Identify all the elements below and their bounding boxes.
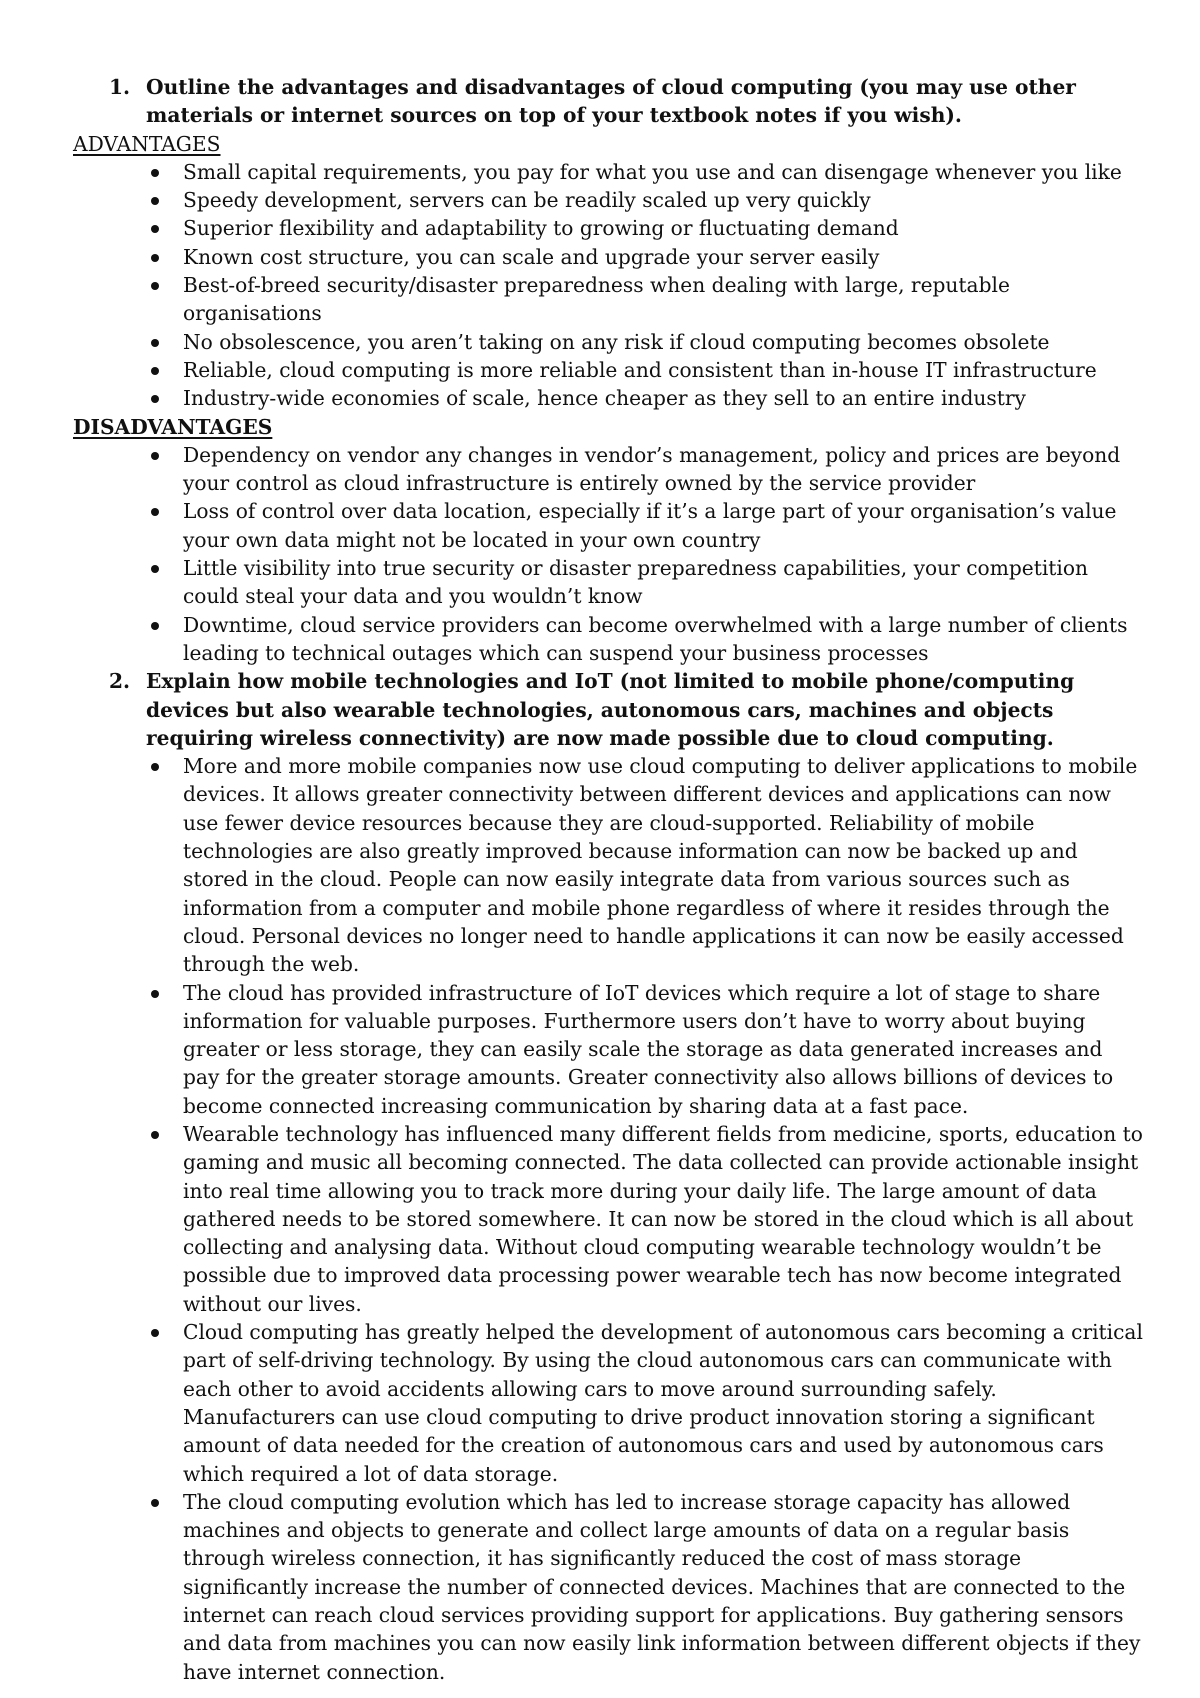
bullet-icon — [151, 565, 159, 573]
bullet-icon — [151, 254, 159, 262]
bullet-icon — [151, 169, 159, 177]
question-number: 2. — [109, 669, 131, 694]
list-item — [73, 979, 1143, 1120]
list-item — [73, 752, 1143, 978]
list-item — [73, 158, 1143, 186]
list-item-text: Superior flexibility and adaptability to growing or fluctuating demand — [183, 216, 899, 241]
list-item — [73, 384, 1143, 412]
section-heading-disadvantages: DISADVANTAGES — [73, 414, 273, 439]
section-heading-advantages: ADVANTAGES — [73, 131, 221, 156]
bullet-icon — [151, 1131, 159, 1139]
bullet-icon — [151, 763, 159, 771]
list-item — [73, 1488, 1143, 1686]
list-item-text: The cloud has provided infrastructure of IoT devices which require a lot of stage to share information for valuable purposes. Furthermore users don’t have to worry about buying greater or less storage, they can easily scale the storage as data generated increases and pay for the greater storage amounts. Greater connectivity also allows billions of devices to become connected increasing communication by sharing data at a fast pace. — [183, 980, 1114, 1118]
list-item — [73, 441, 1143, 498]
list-item — [73, 186, 1143, 214]
list-item — [73, 497, 1143, 554]
list-item-text: Dependency on vendor any changes in vendor’s management, policy and prices are beyond your control as cloud infrastructure is entirely owned by the service provider — [183, 442, 1121, 496]
question-text: Explain how mobile technologies and IoT (not limited to mobile phone/computing devices but also wearable technologies, autonomous cars, machines and objects requiring wireless connectivity) are now made possible due to cloud computing. — [146, 669, 1075, 750]
bullet-icon — [151, 990, 159, 998]
bullet-icon — [151, 367, 159, 375]
bullet-list — [73, 752, 1143, 1686]
list-item-text: Industry-wide economies of scale, hence cheaper as they sell to an entire industry — [183, 386, 1026, 411]
list-item-text: Wearable technology has influenced many different fields from medicine, sports, education to gaming and music all becoming connected. The data collected can provide actionable insight into real time allowing you to track more during your daily life. The large amount of data gathered needs to be stored somewhere. It can now be stored in the cloud which is all about collecting and analysing data. Without cloud computing wearable technology wouldn’t be possible due to improved data processing power wearable tech has now become integrated without our lives. — [183, 1121, 1143, 1316]
question-1 — [73, 73, 1143, 130]
question-2 — [73, 667, 1143, 752]
list-item-text: Speedy development, servers can be readily scaled up very quickly — [183, 188, 871, 213]
list-item-text: No obsolescence, you aren’t taking on any risk if cloud computing becomes obsolete — [183, 329, 1050, 354]
list-item-text: Reliable, cloud computing is more reliable and consistent than in-house IT infrastructure — [183, 357, 1097, 382]
bullet-icon — [151, 1499, 159, 1507]
list-item-text: Best-of-breed security/disaster preparedness when dealing with large, reputable organisations — [183, 273, 1010, 326]
list-item-text: The cloud computing evolution which has led to increase storage capacity has allowed machines and objects to generate and collect large amounts of data on a regular basis through wireless connection, it has significantly reduced the cost of mass storage significantly increase the number of connected devices. Machines that are connected to the internet can reach cloud services providing support for applications. Buy gathering sensors and data from machines you can now easily link information between different objects if they have internet connection. — [183, 1489, 1141, 1684]
list-item — [73, 554, 1143, 611]
question-number: 1. — [109, 75, 131, 99]
list-item — [73, 1318, 1143, 1488]
list-item-text: Downtime, cloud service providers can become overwhelmed with a large number of clients leading to technical outages which can suspend your business processes — [183, 612, 1128, 665]
bullet-icon — [151, 1329, 159, 1337]
bullet-icon — [151, 197, 159, 205]
list-item — [73, 214, 1143, 242]
list-item — [73, 271, 1143, 328]
bullet-icon — [151, 452, 159, 460]
list-item — [73, 1120, 1143, 1318]
list-item-text: Loss of control over data location, especially if it’s a large part of your organisation’s value your own data might not be located in your own country — [183, 499, 1117, 552]
list-item-text: Small capital requirements, you pay for what you use and can disengage whenever you like — [183, 159, 1122, 184]
document-content — [73, 73, 1143, 1686]
list-item-text: More and more mobile companies now use cloud computing to deliver applications to mobile devices. It allows greater connectivity between different devices and applications can now use fewer device resources because they are cloud-supported. Reliability of mobile technologies are also greatly improved because information can now be backed up and stored in the cloud. People can now easily integrate data from various sources such as information from a computer and mobile phone regardless of where it resides through the cloud. Personal devices no longer need to handle applications it can now be easily accessed through the web. — [183, 754, 1138, 977]
list-item — [73, 356, 1143, 384]
question-text: Outline the advantages and disadvantages of cloud computing (you may use other materials or internet sources on top of your textbook notes if you wish). — [146, 75, 1076, 128]
bullet-list — [73, 158, 1143, 413]
bullet-icon — [151, 339, 159, 347]
bullet-icon — [151, 622, 159, 630]
bullet-icon — [151, 395, 159, 403]
bullet-icon — [151, 282, 159, 290]
bullet-icon — [151, 508, 159, 516]
list-item-text: Known cost structure, you can scale and upgrade your server easily — [183, 244, 880, 269]
bullet-list — [73, 441, 1143, 667]
list-item-text: Cloud computing has greatly helped the development of autonomous cars becoming a critical part of self-driving technology. By using the cloud autonomous cars can communicate with each other to avoid accidents allowing cars to move around surrounding safely. Manufacturers can use cloud computing to drive product innovation storing a significant amount of data needed for the creation of autonomous cars and used by autonomous cars which required a lot of data storage. — [183, 1320, 1143, 1486]
list-item-text: Little visibility into true security or disaster preparedness capabilities, your competition could steal your data and you wouldn’t know — [183, 556, 1088, 609]
bullet-icon — [151, 225, 159, 233]
list-item — [73, 243, 1143, 271]
list-item — [73, 328, 1143, 356]
list-item — [73, 611, 1143, 668]
